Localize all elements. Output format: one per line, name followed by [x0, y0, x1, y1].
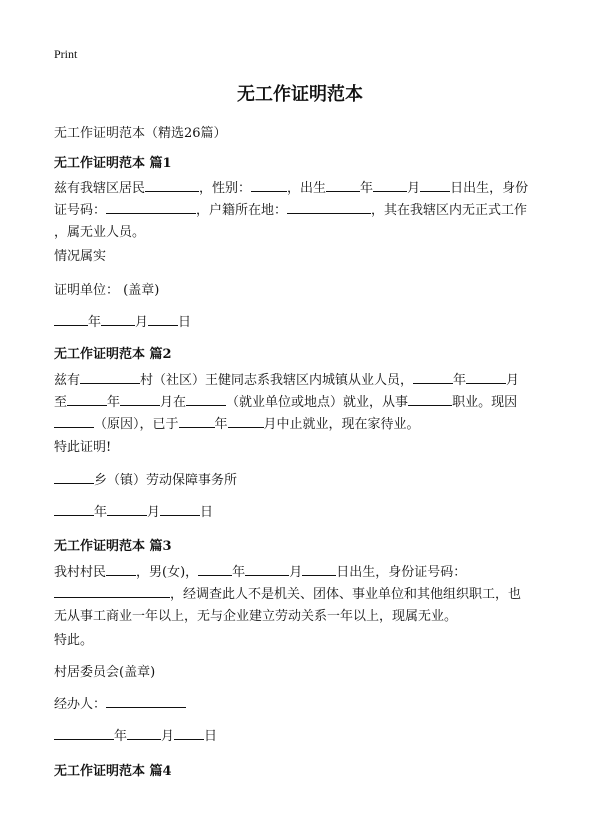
section-1-date: 年 月 日	[54, 312, 549, 334]
section-3-handler: 经办人：	[54, 694, 549, 716]
blank-field	[228, 415, 264, 428]
blank-field	[420, 179, 450, 192]
blank-field	[198, 563, 232, 576]
blank-field	[413, 371, 453, 384]
blank-field	[54, 585, 170, 598]
blank-field	[127, 727, 161, 740]
blank-field	[106, 695, 186, 708]
page-title: 无工作证明范本	[237, 84, 363, 105]
blank-field	[287, 201, 371, 214]
print-link[interactable]: Print	[54, 47, 78, 61]
blank-field	[54, 471, 94, 484]
blank-field	[373, 179, 407, 192]
section-2-body: 兹有 村（社区）王健同志系我辖区内城镇从业人员， 年 月 至 年 月在 （就业单位或地点）就业，从事 职业。现因 （原因），已于 年 月中止就业，现在家待业。	[54, 373, 520, 432]
section-1-fact: 情况属实	[54, 249, 107, 264]
blank-field	[107, 503, 147, 516]
section-2-date: 年 月 日	[54, 502, 549, 524]
blank-field	[466, 371, 506, 384]
blank-field	[54, 727, 114, 740]
blank-field	[160, 503, 200, 516]
blank-field	[179, 415, 215, 428]
section-3-committee: 村居委员会(盖章)	[54, 665, 156, 680]
blank-field	[101, 313, 135, 326]
blank-field	[80, 371, 140, 384]
section-2-heading: 无工作证明范本 篇2	[54, 347, 172, 362]
section-3-heading: 无工作证明范本 篇3	[54, 539, 172, 554]
blank-field	[326, 179, 360, 192]
section-3-body: 我村村民 ，男(女)， 年 月 日出生，身份证号码： ，经调查此人不是机关、团体、事业单位和其他组织职工，也 无从事工商业一年以上，无与企业建立劳动关系一年以上，现属无业。	[54, 565, 522, 624]
section-1-heading: 无工作证明范本 篇1	[54, 156, 172, 171]
section-2-office: 乡（镇）劳动保障事务所	[54, 470, 549, 492]
blank-field	[54, 415, 94, 428]
blank-field	[174, 727, 204, 740]
section-2-special: 特此证明!	[54, 440, 112, 455]
blank-field	[408, 393, 452, 406]
blank-field	[120, 393, 160, 406]
section-1-unit: 证明单位： (盖章)	[54, 283, 160, 298]
blank-field	[106, 201, 196, 214]
blank-field	[302, 563, 336, 576]
blank-field	[67, 393, 107, 406]
blank-field	[106, 563, 136, 576]
section-1-body: 兹有我辖区居民 ，性别： ，出生 年 月 日出生，身份 证号码： ，户籍所在地： ，其在我辖区内无正式工作 ，属无业人员。	[54, 181, 529, 240]
document-subtitle: 无工作证明范本（精选26篇）	[54, 126, 227, 141]
section-3-hereby: 特此。	[54, 633, 94, 648]
blank-field	[251, 179, 287, 192]
blank-field	[54, 313, 88, 326]
blank-field	[186, 393, 226, 406]
section-3-date: 年 月 日	[54, 726, 549, 748]
blank-field	[54, 503, 94, 516]
blank-field	[148, 313, 178, 326]
section-4-heading: 无工作证明范本 篇4	[54, 764, 172, 779]
blank-field	[145, 179, 199, 192]
blank-field	[245, 563, 289, 576]
